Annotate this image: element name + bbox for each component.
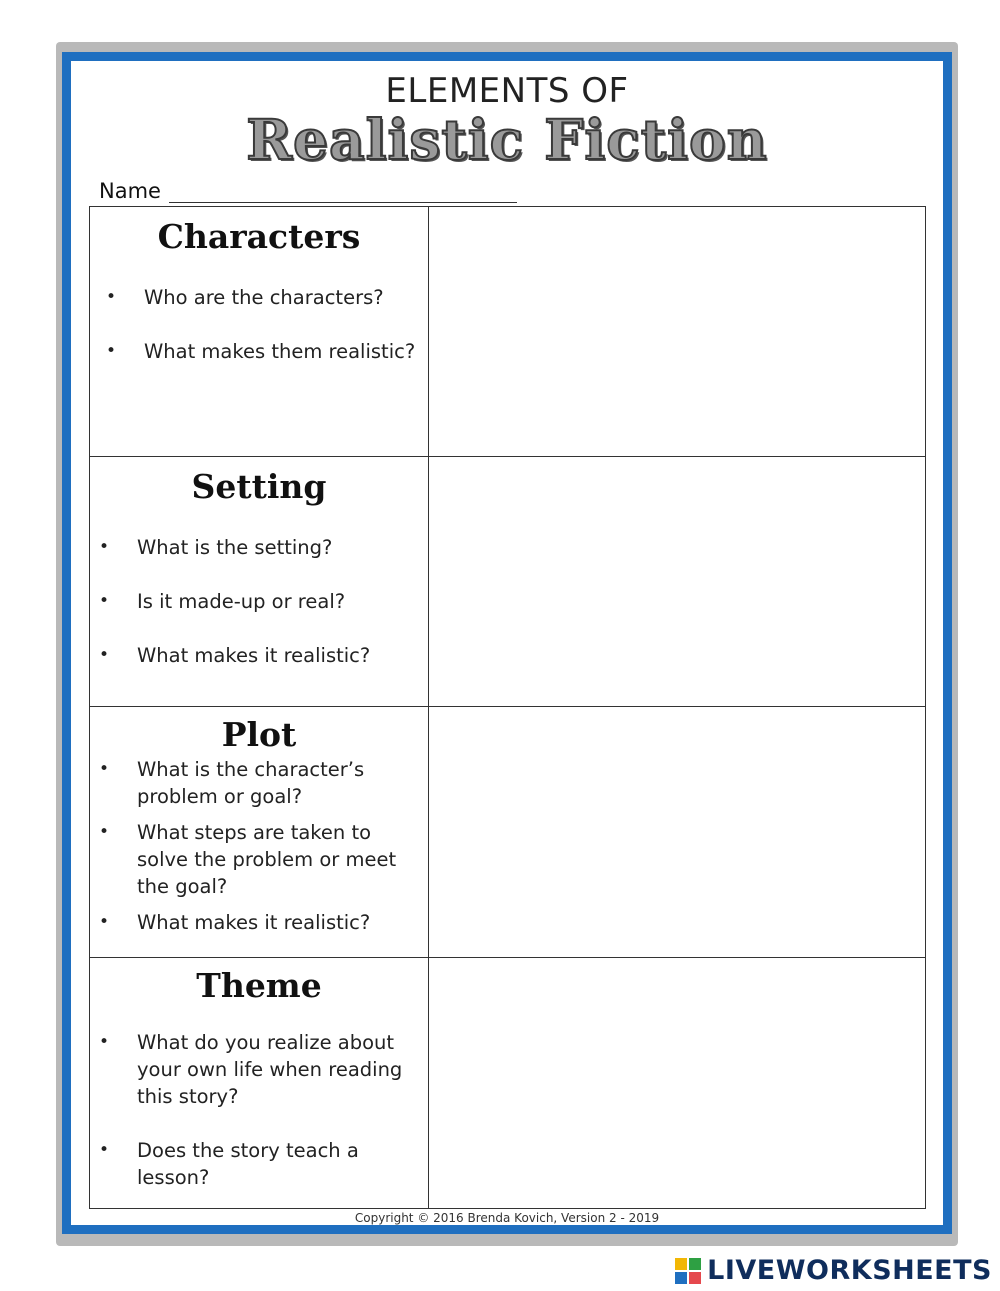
answer-plot[interactable] — [429, 707, 926, 958]
liveworksheets-logo-icon — [675, 1258, 701, 1284]
section-title: Plot — [221, 715, 297, 754]
section-title: Setting — [191, 467, 327, 506]
table-row — [90, 958, 926, 1209]
question-item: • Is it made-up or real? — [137, 588, 418, 615]
logo-square — [689, 1272, 701, 1284]
question-item: • What makes it realistic? — [137, 909, 418, 936]
question-item: • What steps are taken to solve the problem or meet the goal? — [137, 819, 418, 900]
logo-square — [689, 1258, 701, 1270]
question-item: • Who are the characters? — [144, 284, 418, 311]
question-list — [137, 756, 428, 936]
brand-name: LIVEWORKSHEETS — [707, 1255, 992, 1286]
section-title: Theme — [196, 966, 322, 1005]
elements-table — [89, 206, 926, 1209]
question-item: • What makes it realistic? — [137, 642, 418, 669]
table-row — [90, 207, 926, 457]
question-list — [144, 284, 428, 365]
answer-setting[interactable] — [429, 457, 926, 707]
question-item: • What is the setting? — [137, 534, 418, 561]
section-characters — [90, 207, 429, 457]
answer-theme[interactable] — [429, 958, 926, 1209]
section-plot — [90, 707, 429, 958]
name-field[interactable] — [169, 182, 517, 203]
worksheet-frame — [62, 52, 952, 1234]
copyright-notice: Copyright © 2016 Brenda Kovich, Version 2 - 2019 — [354, 1211, 660, 1225]
section-setting — [90, 457, 429, 707]
brand-logo[interactable] — [675, 1255, 992, 1286]
question-item: • Does the story teach a lesson? — [137, 1137, 418, 1191]
name-label: Name — [99, 179, 161, 203]
table-row — [90, 707, 926, 958]
logo-square — [675, 1258, 687, 1270]
title-top: ELEMENTS OF — [385, 71, 629, 111]
name-row — [99, 179, 517, 203]
question-item: • What is the character’s problem or goal? — [137, 756, 418, 810]
page-title: Realistic Fiction — [246, 107, 768, 172]
question-item: • What do you realize about your own life when reading this story? — [137, 1029, 418, 1110]
question-item: • What makes them realistic? — [144, 338, 418, 365]
question-list — [137, 534, 428, 669]
question-list — [137, 1029, 428, 1191]
logo-square — [675, 1272, 687, 1284]
section-theme — [90, 958, 429, 1209]
table-row — [90, 457, 926, 707]
section-title: Characters — [157, 217, 361, 256]
answer-characters[interactable] — [429, 207, 926, 457]
